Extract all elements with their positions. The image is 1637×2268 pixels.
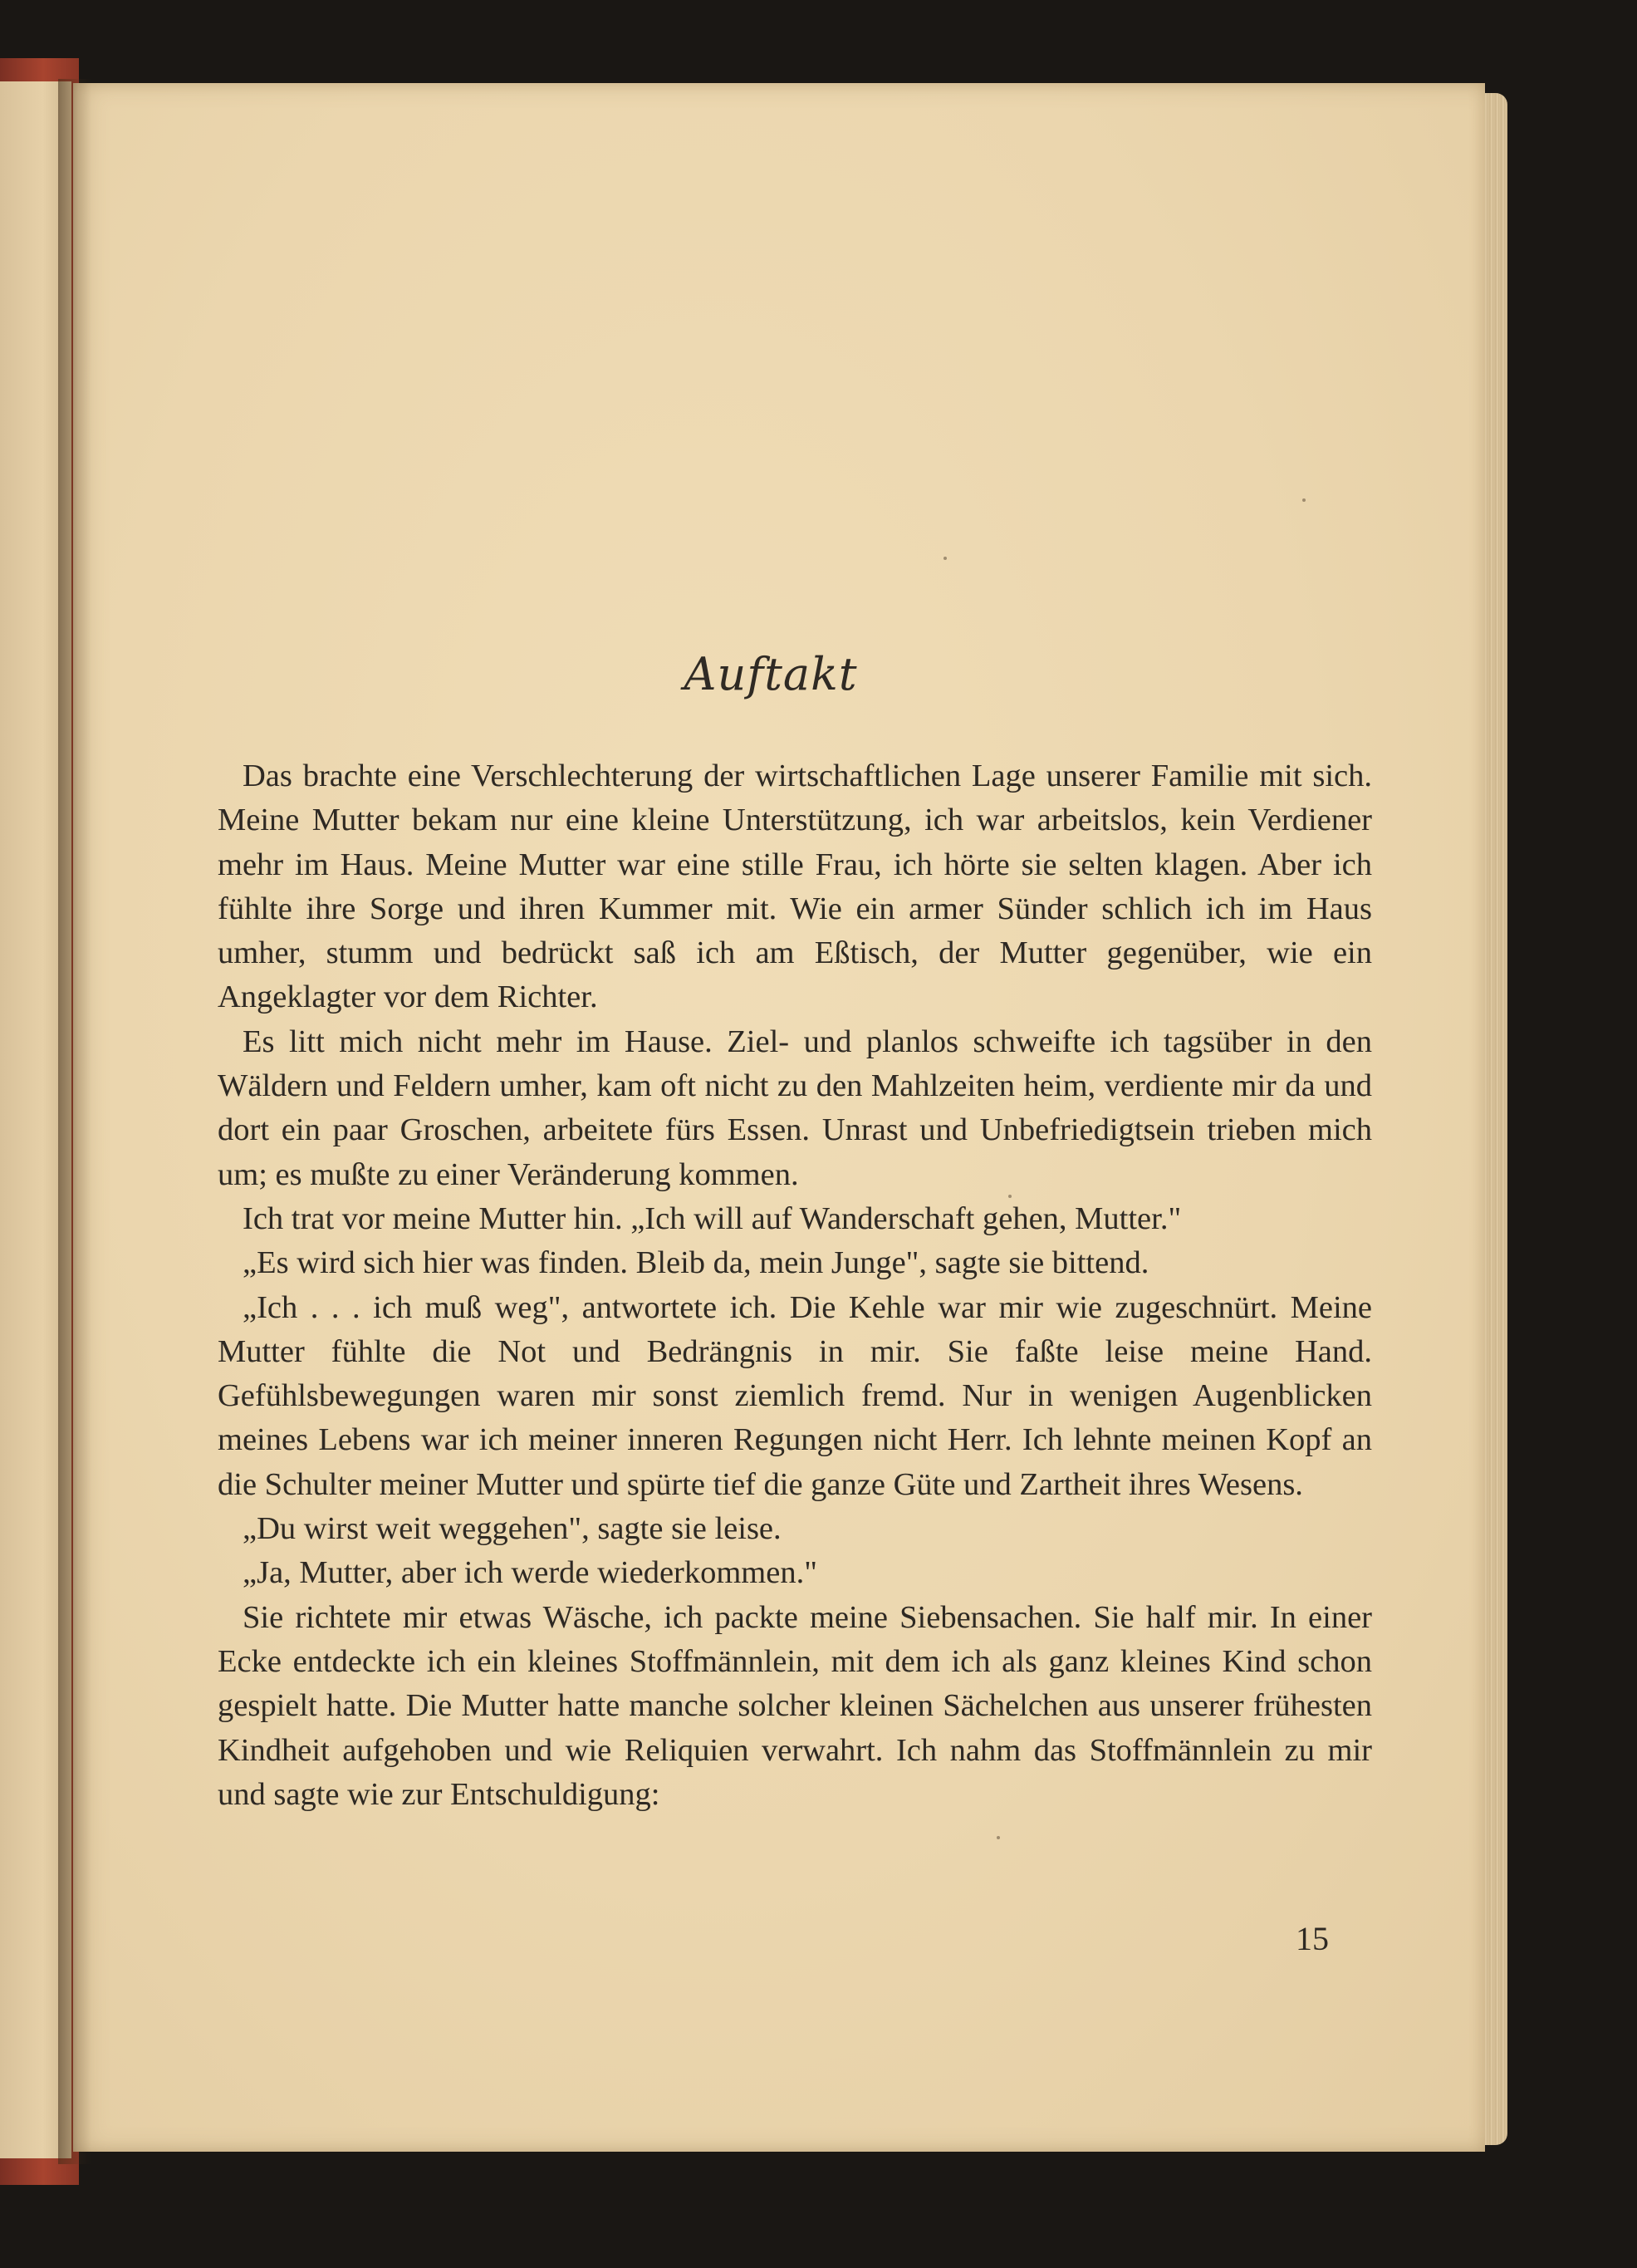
paper-speck xyxy=(1008,1195,1012,1198)
page-number: 15 xyxy=(1296,1920,1329,1957)
paragraph: Ich trat vor meine Mutter hin. „Ich will auf Wanderschaft gehen, Mutter." xyxy=(243,1200,1182,1236)
paragraph: Sie richtete mir etwas Wäsche, ich packte meine Siebensachen. Sie half mir. In einer Ecke entdeckte ich ein kleines Stoffmännlein, mit dem ich als ganz kleines Kind schon gespielt hatte. Die Mutter hatte manche solcher kleinen Sächelchen aus unserer frühesten Kindheit aufgehoben und wie Reliquien verwahrt. Ich nahm das Stoffmännlein zu mir und sagte wie zur Entschuldigung: xyxy=(218,1599,1372,1812)
paper-speck xyxy=(997,1836,1000,1839)
paper-speck xyxy=(1302,498,1306,502)
body-text xyxy=(218,754,1372,1817)
paragraph: „Es wird sich hier was finden. Bleib da, mein Junge", sagte sie bittend. xyxy=(243,1245,1149,1281)
paragraph: „Du wirst weit weggehen", sagte sie leise. xyxy=(243,1511,782,1547)
gutter-shadow xyxy=(58,79,91,2164)
chapter-title: Auftakt xyxy=(684,648,858,700)
paragraph: Es litt mich nicht mehr im Hause. Ziel- und planlos schweifte ich tagsüber in den Wäldern und Feldern umher, kam oft nicht zu den Mahlzeiten heim, verdiente mir da und dort ein paar Groschen, arbeitete fürs Essen. Unrast und Unbefriedigtsein trieben mich um; es mußte zu einer Veränderung kommen. xyxy=(218,1024,1372,1192)
paragraph: „Ich . . . ich muß weg", antwortete ich. Die Kehle war mir wie zugeschnürt. Meine Mutter fühlte die Not und Bedrängnis in mir. Sie faßte leise meine Hand. Gefühlsbewegungen waren mir sonst ziemlich fremd. Nur in wenigen Augenblicken meines Lebens war ich meiner inneren Regungen nicht Herr. Ich lehnte meinen Kopf an die Schulter meiner Mutter und spürte tief die ganze Güte und Zartheit ihres Wesens. xyxy=(218,1289,1372,1502)
paragraph: Das brachte eine Verschlechterung der wirtschaftlichen Lage unserer Familie mit sich. Meine Mutter bekam nur eine kleine Unterstützung, ich war arbeitslos, kein Verdiener mehr im Haus. Meine Mutter war eine stille Frau, ich hörte sie selten klagen. Aber ich fühlte ihre Sorge und ihren Kummer mit. Wie ein armer Sünder schlich ich im Haus umher, stumm und bedrückt saß ich am Eßtisch, der Mutter gegenüber, wie ein Angeklagter vor dem Richter. xyxy=(218,758,1372,1015)
paper-speck xyxy=(943,557,947,560)
paragraph: „Ja, Mutter, aber ich werde wiederkommen." xyxy=(243,1555,817,1591)
book-page xyxy=(73,83,1485,2152)
